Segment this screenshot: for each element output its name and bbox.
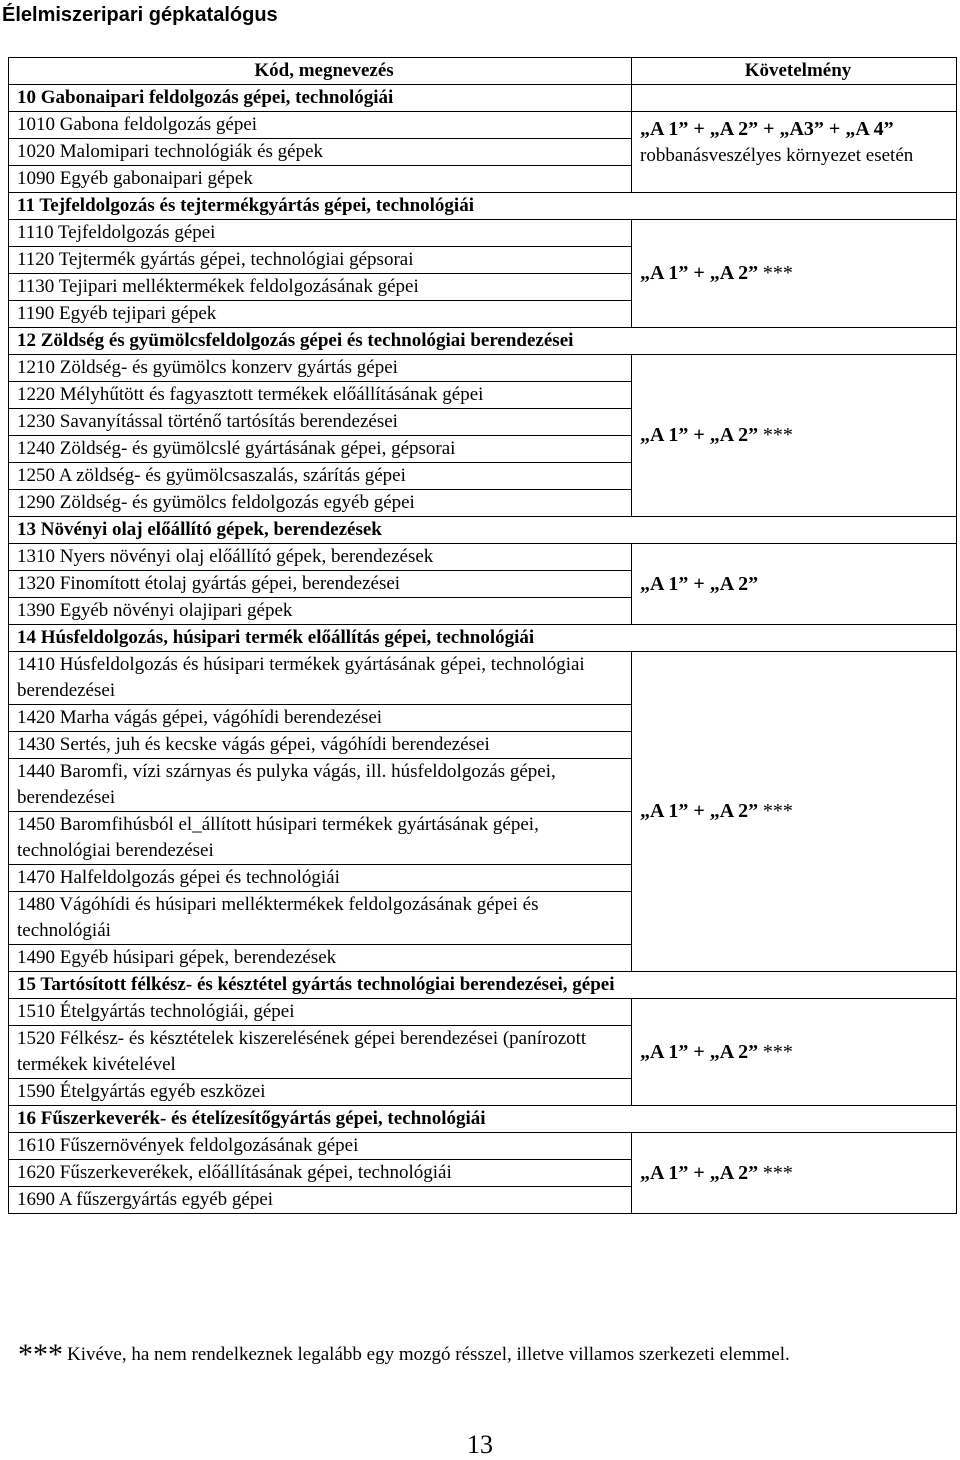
requirement-formula: „A 1” + „A 2” xyxy=(640,1161,759,1184)
item-code-name: 1490 Egyéb húsipari gépek, berendezések xyxy=(9,945,632,972)
item-code-name: 1240 Zöldség- és gyümölcslé gyártásának gépei, gépsorai xyxy=(9,436,632,463)
item-code-name: 1090 Egyéb gabonaipari gépek xyxy=(9,166,632,193)
item-code-name: 1610 Fűszernövények feldolgozásának gépei xyxy=(9,1133,632,1160)
requirement-cell xyxy=(632,355,957,517)
requirement-exception-mark: *** xyxy=(762,424,793,446)
item-code-name: 1320 Finomított étolaj gyártás gépei, berendezései xyxy=(9,571,632,598)
item-code-name: 1290 Zöldség- és gyümölcs feldolgozás egyéb gépei xyxy=(9,490,632,517)
item-code-name: 1520 Félkész- és késztételek kiszerelésének gépei berendezései (panírozott termékek kivételével xyxy=(9,1026,632,1079)
requirement-note: robbanásveszélyes környezet esetén xyxy=(640,145,914,166)
item-code-name: 1020 Malomipari technológiák és gépek xyxy=(9,139,632,166)
item-code-name: 1230 Savanyítással történő tartósítás berendezései xyxy=(9,409,632,436)
catalog-table-body xyxy=(9,58,957,1214)
document-title: Élelmiszeripari gépkatalógus xyxy=(2,4,278,26)
requirement-formula: „A 1” + „A 2” xyxy=(640,800,759,822)
header-code-name: Kód, megnevezés xyxy=(9,58,632,85)
section-row xyxy=(9,625,957,652)
section-row xyxy=(9,85,957,112)
catalog-table xyxy=(8,57,957,1214)
item-row xyxy=(9,652,957,705)
requirement-cell xyxy=(632,220,957,328)
item-code-name: 1590 Ételgyártás egyéb eszközei xyxy=(9,1079,632,1106)
item-code-name: 1690 A fűszergyártás egyéb gépei xyxy=(9,1187,632,1214)
item-code-name: 1250 A zöldség- és gyümölcsaszalás, szárítás gépei xyxy=(9,463,632,490)
item-code-name: 1620 Fűszerkeverékek, előállításának gépei, technológiái xyxy=(9,1160,632,1187)
section-title: 12 Zöldség és gyümölcsfeldolgozás gépei és technológiai berendezései xyxy=(9,328,957,355)
section-title: 14 Húsfeldolgozás, húsipari termék előállítás gépei, technológiái xyxy=(9,625,957,652)
requirement-cell xyxy=(632,112,957,193)
section-title: 16 Fűszerkeverék- és ételízesítőgyártás gépei, technológiái xyxy=(9,1106,957,1133)
item-code-name: 1130 Tejipari melléktermékek feldolgozásának gépei xyxy=(9,274,632,301)
footnote-text: Kivéve, ha nem rendelkeznek legalább egy mozgó résszel, illetve villamos szerkezeti elemmel. xyxy=(67,1344,790,1365)
item-code-name: 1220 Mélyhűtött és fagyasztott termékek előállításának gépei xyxy=(9,382,632,409)
requirement-exception-mark: *** xyxy=(762,1161,793,1184)
section-title: 10 Gabonaipari feldolgozás gépei, technológiái xyxy=(9,85,632,112)
requirement-exception-mark: *** xyxy=(762,800,793,822)
item-code-name: 1410 Húsfeldolgozás és húsipari termékek gyártásának gépei, technológiai berendezései xyxy=(9,652,632,705)
requirement-formula: „A 1” + „A 2” + „A3” + „A 4” xyxy=(640,118,894,140)
section-title: 11 Tejfeldolgozás és tejtermékgyártás gépei, technológiái xyxy=(9,193,957,220)
requirement-formula: „A 1” + „A 2” xyxy=(640,1040,759,1063)
item-code-name: 1210 Zöldség- és gyümölcs konzerv gyártás gépei xyxy=(9,355,632,382)
section-row xyxy=(9,193,957,220)
item-code-name: 1440 Baromfi, vízi szárnyas és pulyka vágás, ill. húsfeldolgozás gépei, berendezései xyxy=(9,759,632,812)
footnote-stars: *** xyxy=(18,1338,63,1371)
requirement-formula: „A 1” + „A 2” xyxy=(640,424,759,446)
section-title: 13 Növényi olaj előállító gépek, berendezések xyxy=(9,517,957,544)
section-row xyxy=(9,517,957,544)
item-code-name: 1420 Marha vágás gépei, vágóhídi berendezései xyxy=(9,705,632,732)
item-code-name: 1110 Tejfeldolgozás gépei xyxy=(9,220,632,247)
item-code-name: 1480 Vágóhídi és húsipari melléktermékek feldolgozásának gépei és technológiái xyxy=(9,892,632,945)
requirement-cell xyxy=(632,1133,957,1214)
requirement-cell xyxy=(632,652,957,972)
page-number: 13 xyxy=(467,1430,493,1459)
item-code-name: 1310 Nyers növényi olaj előállító gépek, berendezések xyxy=(9,544,632,571)
item-row xyxy=(9,112,957,139)
item-row xyxy=(9,999,957,1026)
footnote xyxy=(18,1338,790,1372)
item-code-name: 1120 Tejtermék gyártás gépei, technológiai gépsorai xyxy=(9,247,632,274)
item-code-name: 1010 Gabona feldolgozás gépei xyxy=(9,112,632,139)
section-row xyxy=(9,972,957,999)
requirement-formula: „A 1” + „A 2” xyxy=(640,262,759,284)
item-row xyxy=(9,544,957,571)
item-code-name: 1390 Egyéb növényi olajipari gépek xyxy=(9,598,632,625)
item-code-name: 1510 Ételgyártás technológiái, gépei xyxy=(9,999,632,1026)
item-code-name: 1470 Halfeldolgozás gépei és technológiái xyxy=(9,865,632,892)
requirement-cell xyxy=(632,999,957,1106)
section-requirement-empty xyxy=(632,85,957,112)
section-row xyxy=(9,1106,957,1133)
requirement-formula: „A 1” + „A 2” xyxy=(640,572,759,595)
section-title: 15 Tartósított félkész- és késztétel gyártás technológiai berendezései, gépei xyxy=(9,972,957,999)
header-requirement: Követelmény xyxy=(632,58,957,85)
requirement-exception-mark: *** xyxy=(762,1040,793,1063)
section-row xyxy=(9,328,957,355)
item-row xyxy=(9,220,957,247)
item-code-name: 1450 Baromfihúsból el_állított húsipari termékek gyártásának gépei, technológiai berendezései xyxy=(9,812,632,865)
item-code-name: 1430 Sertés, juh és kecske vágás gépei, vágóhídi berendezései xyxy=(9,732,632,759)
item-code-name: 1190 Egyéb tejipari gépek xyxy=(9,301,632,328)
table-header-row xyxy=(9,58,957,85)
item-row xyxy=(9,355,957,382)
requirement-exception-mark: *** xyxy=(762,262,793,284)
requirement-cell xyxy=(632,544,957,625)
item-row xyxy=(9,1133,957,1160)
